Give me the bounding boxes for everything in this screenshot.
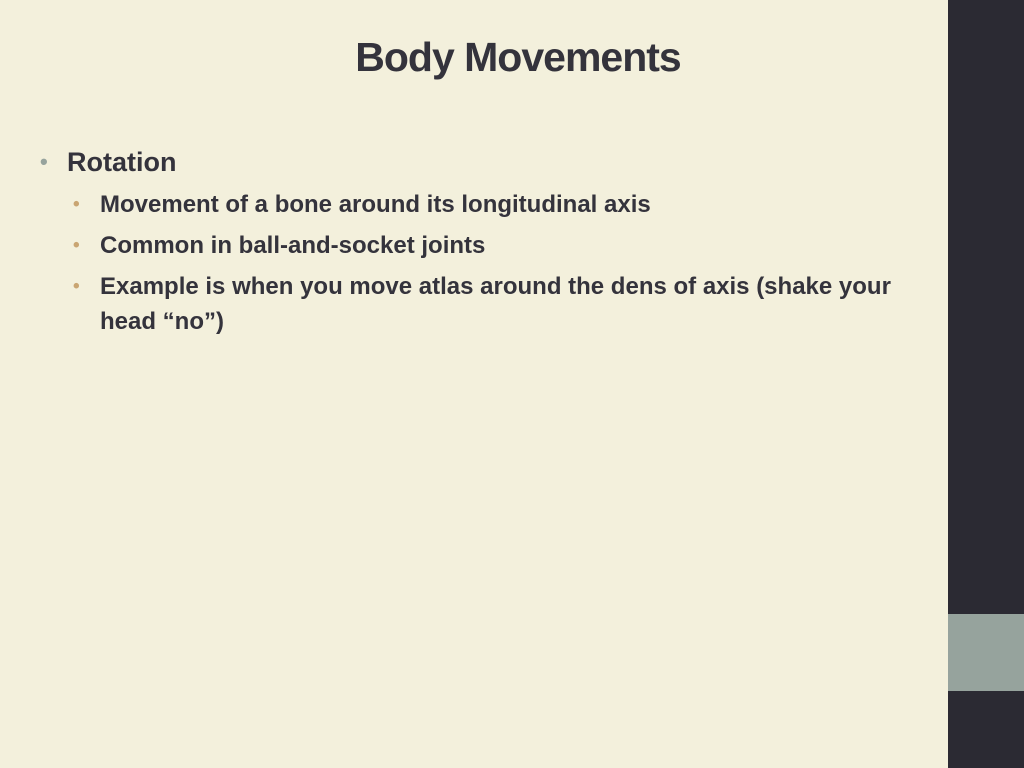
sub-bullet-item <box>40 269 920 339</box>
sub-bullet-dot-icon: • <box>73 276 80 297</box>
sub-bullet-item <box>40 228 920 263</box>
bullet-dot-icon: • <box>40 149 48 174</box>
slide-title: Body Movements <box>355 34 681 80</box>
slide-content <box>40 143 920 345</box>
sub-bullet-text: Example is when you move atlas around the dens of axis (shake your head “no”) <box>100 273 891 335</box>
sub-bullet-text: Movement of a bone around its longitudinal axis <box>100 191 651 218</box>
sub-bullet-dot-icon: • <box>73 194 80 215</box>
bullet-rotation <box>40 143 920 181</box>
sidebar-accent-block <box>948 614 1024 691</box>
sub-bullet-text: Common in ball-and-socket joints <box>100 232 486 259</box>
sub-bullet-dot-icon: • <box>73 235 80 256</box>
bullet-text: Rotation <box>67 147 177 177</box>
sub-bullet-list <box>40 187 920 339</box>
sub-bullet-item <box>40 187 920 222</box>
